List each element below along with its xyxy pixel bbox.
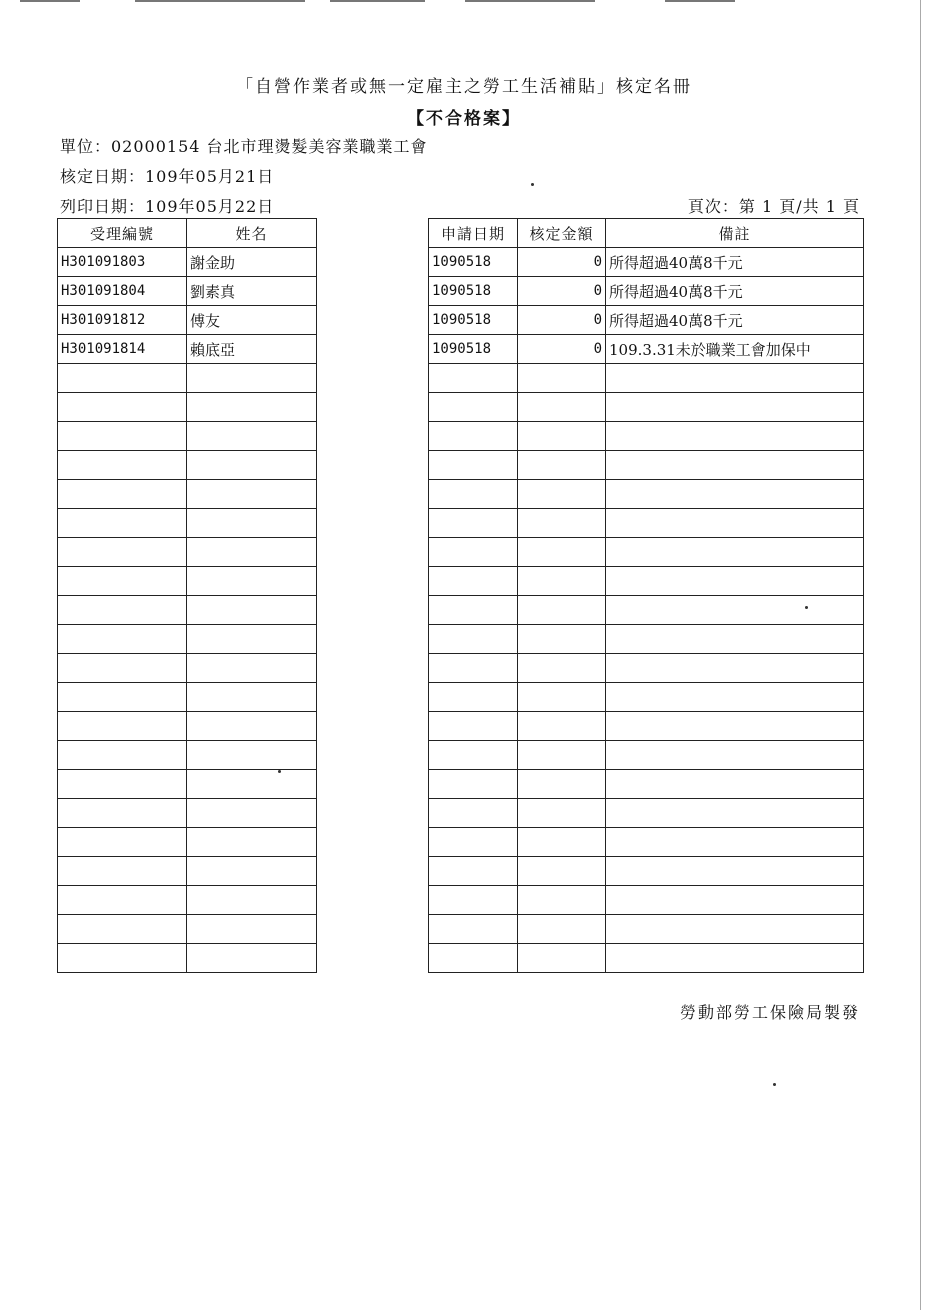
blank-gap-cell xyxy=(317,393,429,422)
unit-line: 單位：02000154 台北市理燙髮美容業職業工會 xyxy=(60,137,428,156)
blank-gap-cell xyxy=(317,770,429,799)
blank-gap-cell xyxy=(317,944,429,973)
apply-date-cell xyxy=(429,451,518,480)
case-no-cell xyxy=(58,770,187,799)
remark-cell xyxy=(606,857,864,886)
apply-date-cell xyxy=(429,364,518,393)
remark-cell xyxy=(606,944,864,973)
amount-cell xyxy=(518,393,606,422)
remark-cell xyxy=(606,915,864,944)
remark-cell xyxy=(606,393,864,422)
name-cell xyxy=(187,422,317,451)
case-no-cell xyxy=(58,393,187,422)
remark-cell xyxy=(606,364,864,393)
name-cell xyxy=(187,857,317,886)
empty-table-row xyxy=(58,683,864,712)
scan-speck xyxy=(531,183,534,186)
amount-cell xyxy=(518,770,606,799)
remark-cell xyxy=(606,741,864,770)
blank-gap-cell xyxy=(317,683,429,712)
case-no-cell xyxy=(58,364,187,393)
blank-gap-cell xyxy=(317,828,429,857)
header-amount: 核定金額 xyxy=(518,219,606,248)
amount-cell xyxy=(518,422,606,451)
name-cell xyxy=(187,393,317,422)
blank-gap-cell xyxy=(317,799,429,828)
amount-cell xyxy=(518,596,606,625)
remark-cell xyxy=(606,596,864,625)
blank-gap-cell xyxy=(317,741,429,770)
table-row xyxy=(58,335,864,364)
remark-cell xyxy=(606,654,864,683)
case-no-cell xyxy=(58,625,187,654)
amount-cell xyxy=(518,944,606,973)
name-cell xyxy=(187,799,317,828)
name-cell: 劉素真 xyxy=(187,277,317,306)
scan-speck xyxy=(805,606,808,609)
empty-table-row xyxy=(58,741,864,770)
remark-cell xyxy=(606,828,864,857)
empty-table-row xyxy=(58,886,864,915)
scan-speck xyxy=(278,770,281,773)
name-cell xyxy=(187,712,317,741)
apply-date-cell xyxy=(429,480,518,509)
case-no-cell xyxy=(58,422,187,451)
apply-date-cell xyxy=(429,567,518,596)
apply-date-cell xyxy=(429,886,518,915)
amount-cell xyxy=(518,451,606,480)
remark-cell xyxy=(606,683,864,712)
amount-cell xyxy=(518,509,606,538)
amount-cell xyxy=(518,915,606,944)
case-no-cell: H301091803 xyxy=(58,248,187,277)
remark-cell xyxy=(606,480,864,509)
apply-date-cell xyxy=(429,509,518,538)
apply-date-cell: 1090518 xyxy=(429,248,518,277)
blank-gap-cell xyxy=(317,451,429,480)
document-title: 「自營作業者或無一定雇主之勞工生活補貼」核定名冊 xyxy=(236,77,692,97)
blank-gap-cell xyxy=(317,625,429,654)
amount-cell: 0 xyxy=(518,335,606,364)
table-row xyxy=(58,248,864,277)
remark-cell xyxy=(606,625,864,654)
header-row xyxy=(58,219,864,248)
issuer-footer: 勞動部勞工保險局製發 xyxy=(679,1003,860,1022)
header-case-no: 受理編號 xyxy=(58,219,187,248)
amount-cell xyxy=(518,480,606,509)
apply-date-cell xyxy=(429,799,518,828)
blank-gap-cell xyxy=(317,219,429,248)
amount-cell: 0 xyxy=(518,248,606,277)
remark-cell xyxy=(606,422,864,451)
case-no-cell xyxy=(58,683,187,712)
amount-cell xyxy=(518,654,606,683)
name-cell xyxy=(187,625,317,654)
amount-cell xyxy=(518,567,606,596)
table-row xyxy=(58,306,864,335)
apply-date-cell xyxy=(429,828,518,857)
blank-gap-cell xyxy=(317,480,429,509)
amount-cell: 0 xyxy=(518,306,606,335)
blank-gap-cell xyxy=(317,509,429,538)
amount-cell xyxy=(518,886,606,915)
blank-gap-cell xyxy=(317,596,429,625)
print-date: 列印日期：109年05月22日 xyxy=(60,197,275,216)
blank-gap-cell xyxy=(317,306,429,335)
empty-table-row xyxy=(58,480,864,509)
case-no-cell xyxy=(58,596,187,625)
blank-gap-cell xyxy=(317,915,429,944)
blank-gap-cell xyxy=(317,422,429,451)
empty-table-row xyxy=(58,509,864,538)
blank-gap-cell xyxy=(317,654,429,683)
apply-date-cell xyxy=(429,915,518,944)
apply-date-cell xyxy=(429,712,518,741)
name-cell xyxy=(187,451,317,480)
name-cell xyxy=(187,480,317,509)
amount-cell xyxy=(518,683,606,712)
apply-date-cell xyxy=(429,944,518,973)
case-no-cell xyxy=(58,915,187,944)
apply-date-cell xyxy=(429,393,518,422)
name-cell xyxy=(187,509,317,538)
empty-table-row xyxy=(58,364,864,393)
case-no-cell xyxy=(58,451,187,480)
remark-cell xyxy=(606,538,864,567)
empty-table-row xyxy=(58,422,864,451)
empty-table-row xyxy=(58,451,864,480)
case-no-cell xyxy=(58,509,187,538)
empty-table-row xyxy=(58,596,864,625)
name-cell xyxy=(187,567,317,596)
blank-gap-cell xyxy=(317,277,429,306)
approval-date: 核定日期：109年05月21日 xyxy=(60,167,275,186)
document-subtitle: 【不合格案】 xyxy=(407,109,521,129)
amount-cell xyxy=(518,538,606,567)
scan-speck xyxy=(773,1083,776,1086)
remark-cell xyxy=(606,509,864,538)
name-cell xyxy=(187,915,317,944)
empty-table-row xyxy=(58,625,864,654)
name-cell: 謝金助 xyxy=(187,248,317,277)
case-no-cell xyxy=(58,886,187,915)
empty-table-row xyxy=(58,567,864,596)
name-cell xyxy=(187,944,317,973)
case-no-cell xyxy=(58,712,187,741)
apply-date-cell: 1090518 xyxy=(429,335,518,364)
empty-table-row xyxy=(58,828,864,857)
empty-table-row xyxy=(58,654,864,683)
table-body xyxy=(58,248,864,973)
remark-cell xyxy=(606,770,864,799)
case-no-cell xyxy=(58,741,187,770)
blank-gap-cell xyxy=(317,538,429,567)
name-cell xyxy=(187,886,317,915)
header-remark: 備註 xyxy=(606,219,864,248)
name-cell xyxy=(187,683,317,712)
blank-gap-cell xyxy=(317,335,429,364)
remark-cell: 所得超過40萬8千元 xyxy=(606,248,864,277)
case-no-cell xyxy=(58,567,187,596)
case-no-cell xyxy=(58,944,187,973)
amount-cell: 0 xyxy=(518,277,606,306)
apply-date-cell xyxy=(429,422,518,451)
amount-cell xyxy=(518,364,606,393)
roster-table xyxy=(57,218,864,973)
amount-cell xyxy=(518,828,606,857)
remark-cell xyxy=(606,451,864,480)
name-cell: 賴底亞 xyxy=(187,335,317,364)
blank-gap-cell xyxy=(317,567,429,596)
remark-cell: 109.3.31未於職業工會加保中 xyxy=(606,335,864,364)
name-cell xyxy=(187,770,317,799)
blank-gap-cell xyxy=(317,712,429,741)
apply-date-cell xyxy=(429,625,518,654)
amount-cell xyxy=(518,625,606,654)
empty-table-row xyxy=(58,944,864,973)
case-no-cell: H301091812 xyxy=(58,306,187,335)
case-no-cell: H301091814 xyxy=(58,335,187,364)
amount-cell xyxy=(518,857,606,886)
empty-table-row xyxy=(58,538,864,567)
remark-cell xyxy=(606,799,864,828)
blank-gap-cell xyxy=(317,886,429,915)
remark-cell xyxy=(606,712,864,741)
table-row xyxy=(58,277,864,306)
case-no-cell xyxy=(58,538,187,567)
case-no-cell xyxy=(58,480,187,509)
name-cell xyxy=(187,741,317,770)
remark-cell xyxy=(606,886,864,915)
empty-table-row xyxy=(58,770,864,799)
blank-gap-cell xyxy=(317,364,429,393)
name-cell xyxy=(187,828,317,857)
apply-date-cell xyxy=(429,741,518,770)
header-apply-date: 申請日期 xyxy=(429,219,518,248)
amount-cell xyxy=(518,712,606,741)
amount-cell xyxy=(518,741,606,770)
name-cell xyxy=(187,654,317,683)
amount-cell xyxy=(518,799,606,828)
name-cell xyxy=(187,538,317,567)
blank-gap-cell xyxy=(317,248,429,277)
case-no-cell xyxy=(58,857,187,886)
empty-table-row xyxy=(58,857,864,886)
apply-date-cell: 1090518 xyxy=(429,306,518,335)
blank-gap-cell xyxy=(317,857,429,886)
apply-date-cell xyxy=(429,538,518,567)
apply-date-cell xyxy=(429,683,518,712)
apply-date-cell xyxy=(429,654,518,683)
apply-date-cell xyxy=(429,596,518,625)
case-no-cell: H301091804 xyxy=(58,277,187,306)
empty-table-row xyxy=(58,799,864,828)
page-info: 頁次：第 1 頁/共 1 頁 xyxy=(687,197,860,216)
name-cell: 傅友 xyxy=(187,306,317,335)
remark-cell: 所得超過40萬8千元 xyxy=(606,277,864,306)
empty-table-row xyxy=(58,393,864,422)
name-cell xyxy=(187,364,317,393)
case-no-cell xyxy=(58,828,187,857)
name-cell xyxy=(187,596,317,625)
case-no-cell xyxy=(58,799,187,828)
empty-table-row xyxy=(58,712,864,741)
empty-table-row xyxy=(58,915,864,944)
apply-date-cell xyxy=(429,770,518,799)
remark-cell xyxy=(606,567,864,596)
header-name: 姓名 xyxy=(187,219,317,248)
apply-date-cell xyxy=(429,857,518,886)
remark-cell: 所得超過40萬8千元 xyxy=(606,306,864,335)
apply-date-cell: 1090518 xyxy=(429,277,518,306)
case-no-cell xyxy=(58,654,187,683)
